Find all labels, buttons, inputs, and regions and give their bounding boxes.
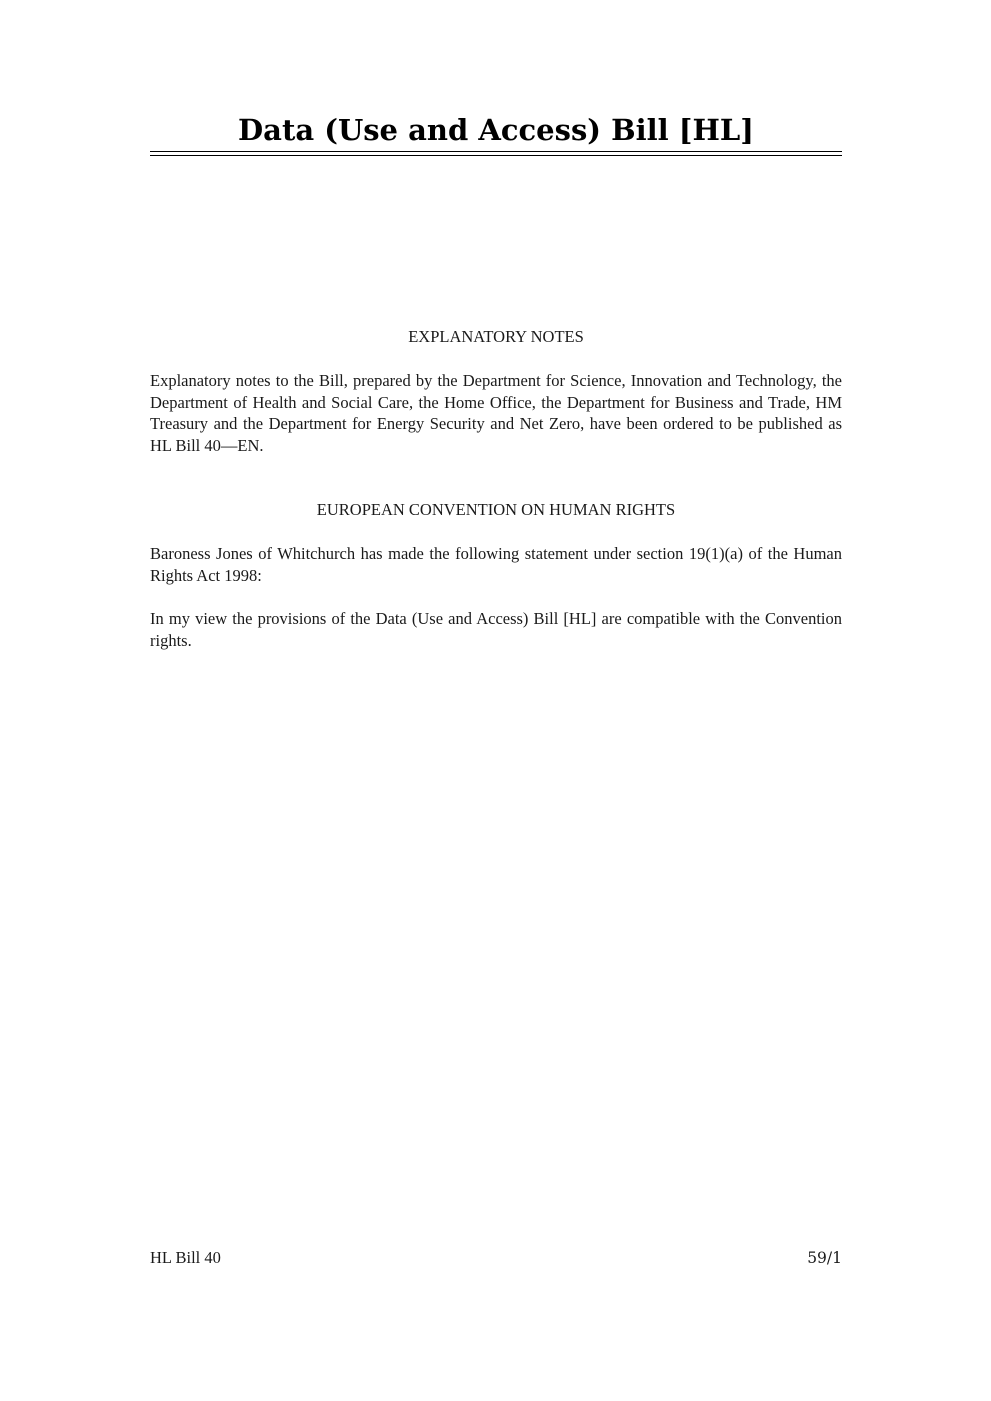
footer-bill-reference: HL Bill 40 [150,1248,221,1267]
ministerial-statement-paragraph: Baroness Jones of Whitchurch has made the following statement under section 19(1)(a) of the Human Rights Act 1998: [150,544,842,585]
echr-heading: EUROPEAN CONVENTION ON HUMAN RIGHTS [316,500,676,519]
explanatory-notes-paragraph: Explanatory notes to the Bill, prepared by the Department for Science, Innovation and Technology, the Department of Health and Social Care, the Home Office, the Department for Business and Trade, HM Treasury and the Department for Energy Security and Net Zero, have been ordered to be published as HL Bill 40—EN. [150,371,842,455]
compatibility-statement-paragraph: In my view the provisions of the Data (Use and Access) Bill [HL] are compatible with the Convention rights. [150,609,842,650]
title-rule-bottom [150,155,842,156]
footer-print-reference: 59/1 [807,1249,842,1267]
title-rule-top [150,151,842,152]
document-title: Data (Use and Access) Bill [HL] [238,113,754,147]
explanatory-notes-heading: EXPLANATORY NOTES [408,327,584,346]
